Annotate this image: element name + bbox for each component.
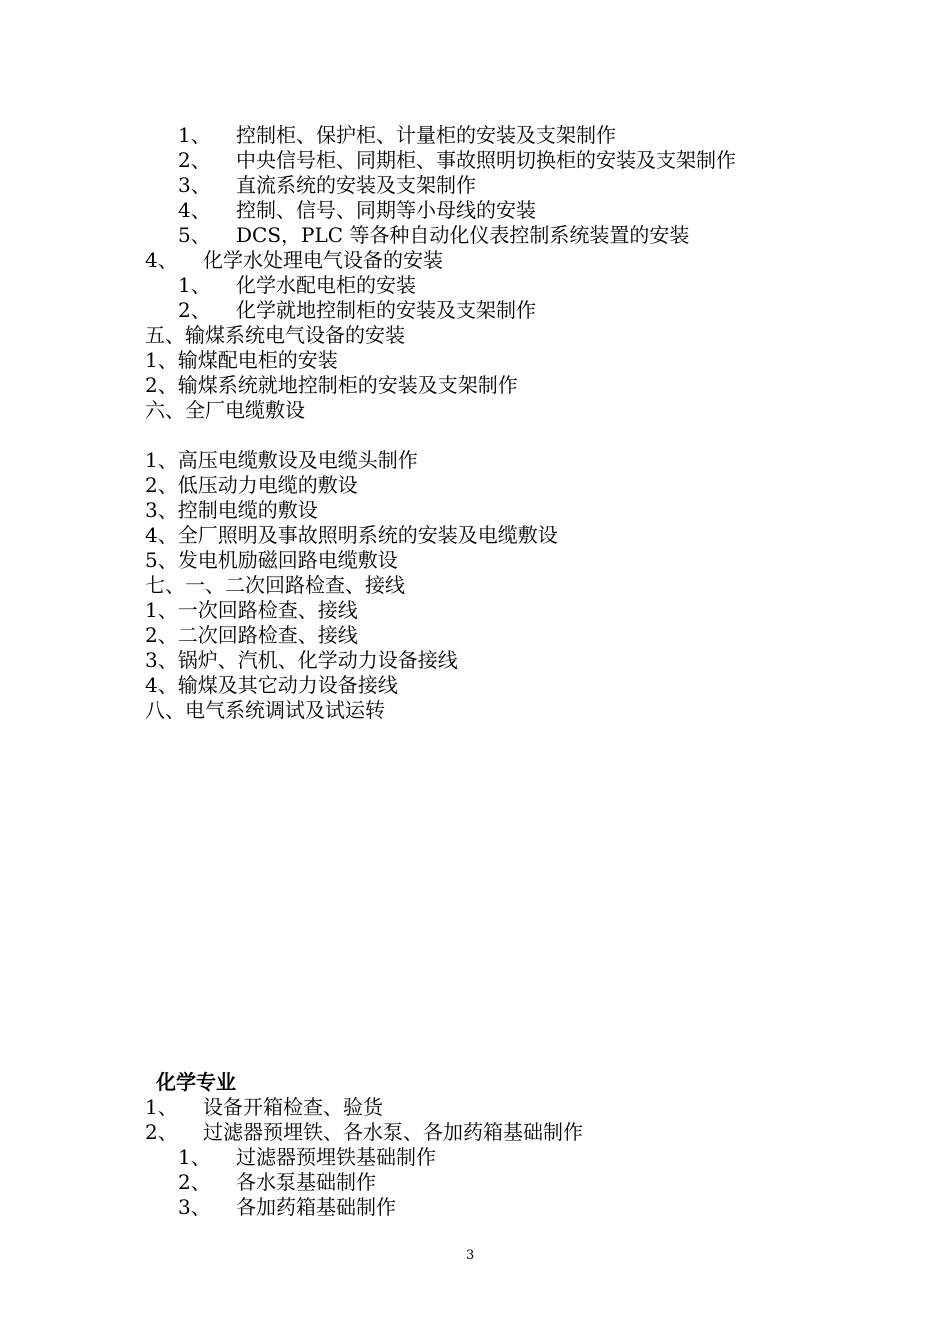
list-item: 1、输煤配电柜的安装 xyxy=(145,348,338,372)
list-item: 3、 各加药箱基础制作 xyxy=(178,1195,396,1219)
section-heading: 八、电气系统调试及试运转 xyxy=(145,698,385,722)
list-item: 2、 化学就地控制柜的安装及支架制作 xyxy=(178,298,536,322)
list-item: 1、高压电缆敷设及电缆头制作 xyxy=(145,448,418,472)
list-item: 1、一次回路检查、接线 xyxy=(145,598,358,622)
list-item: 1、 控制柜、保护柜、计量柜的安装及支架制作 xyxy=(178,123,616,147)
list-item: 1、 化学水配电柜的安装 xyxy=(178,273,416,297)
section-heading: 六、全厂电缆敷设 xyxy=(145,398,305,422)
list-item: 1、 设备开箱检查、验货 xyxy=(145,1095,383,1119)
list-item: 5、发电机励磁回路电缆敷设 xyxy=(145,548,398,572)
list-item: 3、控制电缆的敷设 xyxy=(145,498,318,522)
list-item: 4、 化学水处理电气设备的安装 xyxy=(145,248,443,272)
list-item: 5、 DCS，PLC 等各种自动化仪表控制系统装置的安装 xyxy=(178,223,690,247)
section-heading: 七、一、二次回路检查、接线 xyxy=(145,573,405,597)
list-item: 2、二次回路检查、接线 xyxy=(145,623,358,647)
list-item: 2、 过滤器预埋铁、各水泵、各加药箱基础制作 xyxy=(145,1120,583,1144)
list-item: 3、锅炉、汽机、化学动力设备接线 xyxy=(145,648,458,672)
list-item: 2、输煤系统就地控制柜的安装及支架制作 xyxy=(145,373,518,397)
list-item: 3、 直流系统的安装及支架制作 xyxy=(178,173,476,197)
page-number: 3 xyxy=(466,1248,475,1263)
list-item: 1、 过滤器预埋铁基础制作 xyxy=(178,1145,436,1169)
list-item: 2、 各水泵基础制作 xyxy=(178,1170,376,1194)
list-item: 4、输煤及其它动力设备接线 xyxy=(145,673,398,697)
section-title: 化学专业 xyxy=(156,1070,236,1094)
list-item: 4、全厂照明及事故照明系统的安装及电缆敷设 xyxy=(145,523,558,547)
list-item: 2、低压动力电缆的敷设 xyxy=(145,473,358,497)
list-item: 2、 中央信号柜、同期柜、事故照明切换柜的安装及支架制作 xyxy=(178,148,736,172)
section-heading: 五、输煤系统电气设备的安装 xyxy=(145,323,405,347)
list-item: 4、 控制、信号、同期等小母线的安装 xyxy=(178,198,536,222)
